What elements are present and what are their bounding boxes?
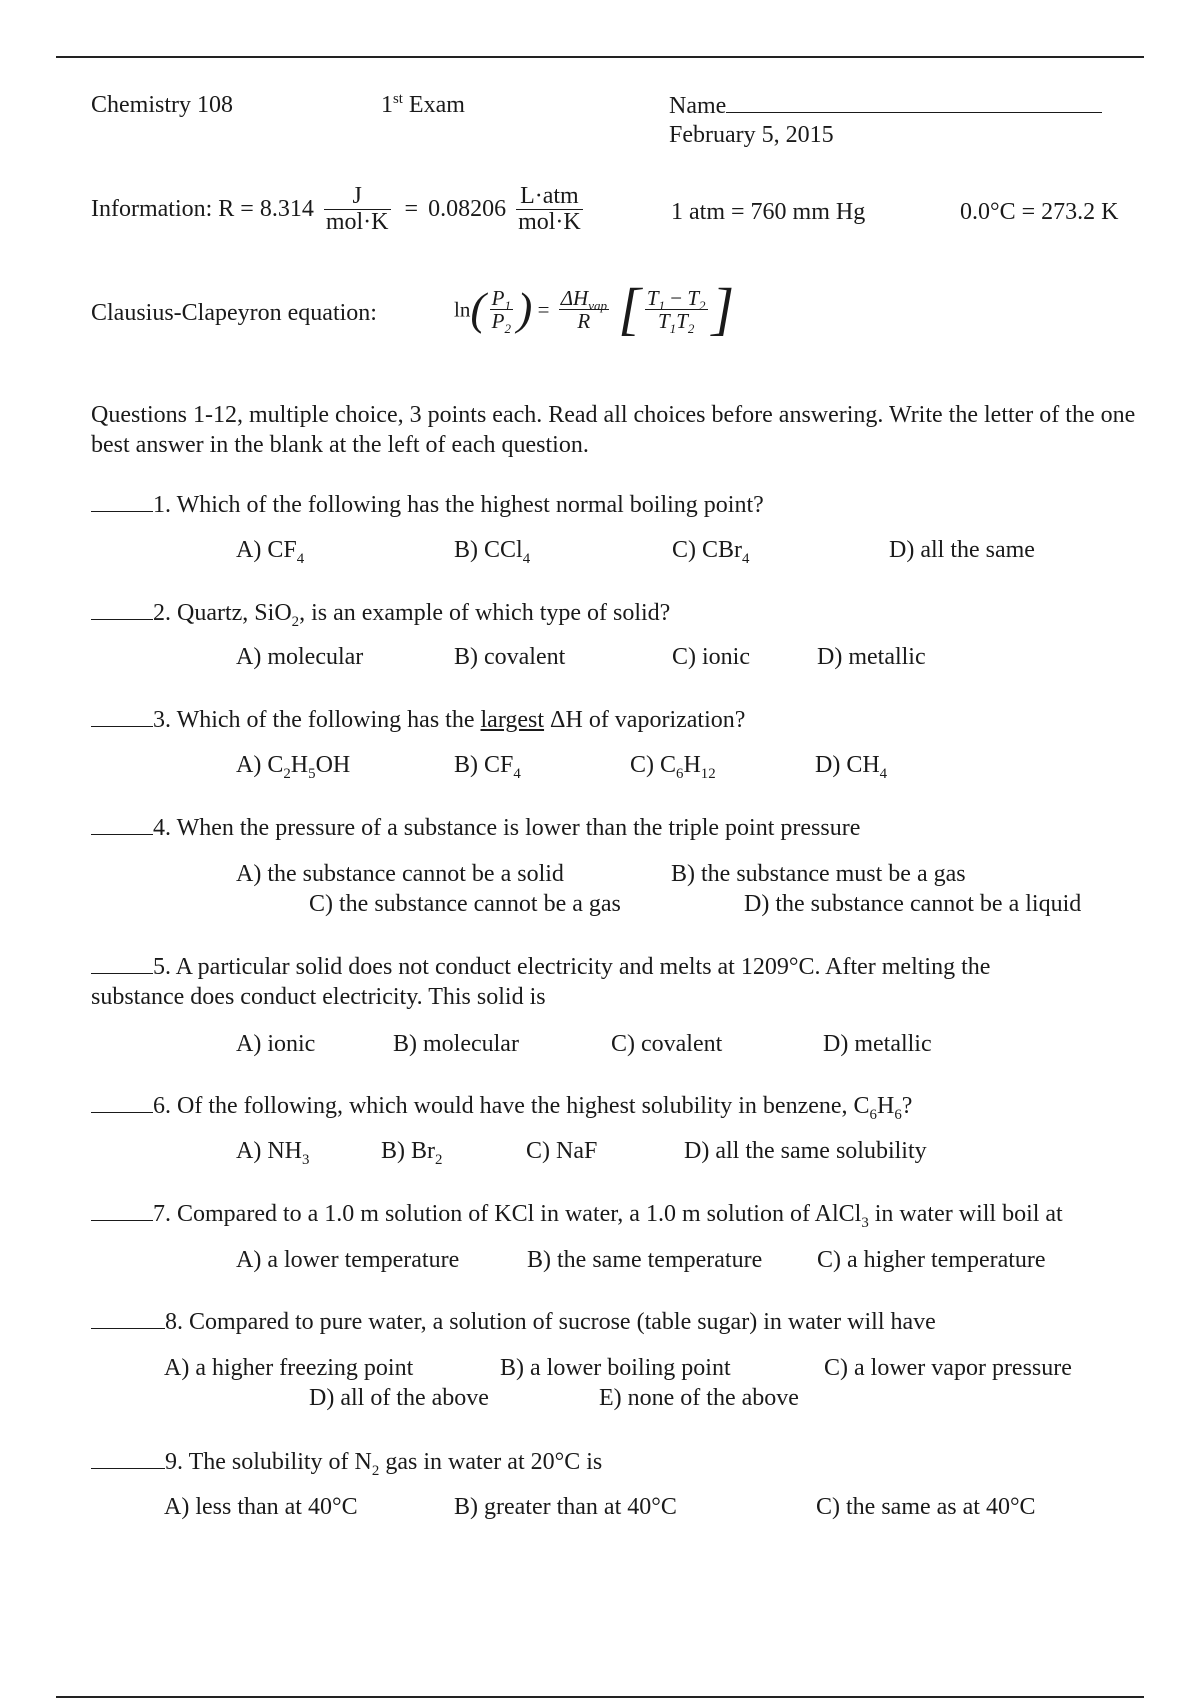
answer-blank-3[interactable]	[91, 708, 153, 727]
q4-choice-a: A) the substance cannot be a solid	[236, 861, 564, 887]
q9-choice-b: B) greater than at 40°C	[454, 1494, 677, 1520]
q8-choice-e: E) none of the above	[599, 1385, 799, 1411]
q8-choice-b: B) a lower boiling point	[500, 1355, 731, 1381]
right-bracket: ]	[711, 276, 735, 341]
question-7-text: 7. Compared to a 1.0 m solution of KCl in water, a 1.0 m solution of AlCl$_3$ in water will boil at	[153, 1201, 1063, 1231]
name-field[interactable]	[669, 92, 1102, 121]
question-5-text-line2: substance does conduct electricity. This solid is	[91, 984, 546, 1010]
answer-blank-4[interactable]	[91, 816, 153, 835]
info-equals: =	[404, 195, 419, 222]
q6-choice-c: C) NaF	[526, 1138, 598, 1164]
name-blank[interactable]	[726, 92, 1102, 113]
atm-conversion: 1 atm = 760 mm Hg	[671, 199, 866, 225]
q7-choice-a: A) a lower temperature	[236, 1247, 460, 1273]
question-1-text: 1. Which of the following has the highest normal boiling point?	[153, 492, 764, 518]
q1-choice-d: D) all the same	[889, 537, 1035, 563]
q3-choice-d: D) $CH_4$	[815, 752, 888, 782]
exam-label	[381, 92, 465, 120]
question-3	[91, 707, 745, 735]
exam-ordinal: st	[393, 91, 403, 107]
answer-blank-5[interactable]	[91, 955, 153, 974]
frac1-denominator: mol·K	[325, 209, 389, 236]
instructions: Questions 1-12, multiple choice, 3 points each. Read all choices before answering. Write the letter of the one best answer in the blank at the left of each question.	[91, 402, 1136, 458]
q5-choice-c: C) covalent	[611, 1031, 723, 1057]
q8-choice-a: A) a higher freezing point	[164, 1355, 414, 1381]
q8-choice-d: D) all of the above	[309, 1385, 489, 1411]
q5-choice-d: D) metallic	[823, 1031, 932, 1057]
q8-choice-c: C) a lower vapor pressure	[824, 1355, 1072, 1381]
q3-choice-c: C) $C_6H_{12}$	[630, 752, 716, 782]
question-8-text: 8. Compared to pure water, a solution of sucrose (table sugar) in water will have	[165, 1309, 936, 1335]
q5-choice-a: A) ionic	[236, 1031, 316, 1057]
gas-constant-r: R	[577, 308, 591, 333]
information-line	[91, 184, 587, 235]
q7-choice-b: B) the same temperature	[527, 1247, 763, 1273]
answer-blank-2[interactable]	[91, 601, 153, 620]
q6-choice-a: A) $NH_3$	[236, 1138, 310, 1168]
t1-minus-t2: $T_1 - T_2$	[646, 285, 706, 313]
info-value2: 0.08206	[428, 195, 507, 222]
name-label: Name	[669, 93, 727, 119]
q6-choice-d: D) all the same solubility	[684, 1138, 927, 1164]
clausius-equals: =	[537, 297, 550, 322]
q3-choice-b: B) $CF_4$	[454, 752, 521, 782]
question-2	[91, 600, 670, 628]
q4-choice-d: D) the substance cannot be a liquid	[744, 891, 1082, 917]
q1-choice-a: A) $CF_4$	[236, 537, 305, 567]
bottom-rule	[56, 1696, 1144, 1698]
fraction-j-per-molk	[324, 184, 391, 235]
left-bracket: [	[618, 276, 641, 341]
question-9-text: 9. The solubility of $N_2$ gas in water at 20°C is	[165, 1449, 603, 1479]
enthalpy-ratio	[559, 287, 609, 332]
q2-choice-d: D) metallic	[817, 644, 926, 670]
question-4-text: 4. When the pressure of a substance is lower than the triple point pressure	[153, 815, 861, 841]
frac2-denominator: mol·K	[518, 209, 581, 236]
question-7	[91, 1201, 1063, 1229]
q6-choice-b: B) $Br_2$	[381, 1138, 443, 1168]
question-5	[91, 954, 990, 982]
frac2-numerator: L·atm	[516, 184, 583, 210]
course-title: Chemistry 108	[91, 92, 233, 118]
question-5-text-line1: 5. A particular solid does not conduct electricity and melts at 1209°C. After melting the	[153, 954, 991, 980]
question-4	[91, 815, 860, 843]
p2: $P_2$	[491, 308, 512, 337]
clausius-label: Clausius-Clapeyron equation:	[91, 300, 377, 326]
q3-choice-a: A) $C_2H_5OH$	[236, 752, 351, 782]
info-label: Information: R = 8.314	[91, 195, 314, 222]
exam-date: February 5, 2015	[669, 122, 834, 148]
clausius-equation	[454, 276, 734, 343]
question-6-text: 6. Of the following, which would have the highest solubility in benzene, $C_6H_6$?	[153, 1093, 913, 1123]
frac1-numerator: J	[324, 184, 391, 210]
left-paren: (	[470, 282, 486, 334]
q1-choice-b: B) CCl$_4$	[454, 537, 531, 567]
answer-blank-1[interactable]	[91, 493, 153, 512]
pressure-ratio	[490, 285, 513, 337]
q2-choice-b: B) covalent	[454, 644, 566, 670]
q2-choice-c: C) ionic	[672, 644, 750, 670]
question-9	[91, 1449, 602, 1477]
question-6	[91, 1093, 912, 1121]
q9-choice-a: A) less than at 40°C	[164, 1494, 358, 1520]
answer-blank-7[interactable]	[91, 1202, 153, 1221]
exam-number: 1	[381, 92, 393, 118]
question-3-text: 3. Which of the following has the largest ΔH of vaporization?	[153, 707, 746, 733]
question-1	[91, 492, 764, 520]
q2-choice-a: A) molecular	[236, 644, 364, 670]
q4-choice-c: C) the substance cannot be a gas	[309, 891, 621, 917]
p1: $P_1$	[491, 285, 512, 313]
answer-blank-9[interactable]	[91, 1450, 165, 1469]
answer-blank-8[interactable]	[91, 1310, 165, 1329]
q5-choice-b: B) molecular	[393, 1031, 519, 1057]
delta-h-vap: $\Delta H_{vap}$	[560, 285, 607, 313]
question-2-text: 2. Quartz, SiO$_2$, is an example of which type of solid?	[153, 600, 671, 630]
top-rule	[56, 56, 1144, 58]
fraction-latm-per-molk	[516, 184, 583, 235]
kelvin-conversion: 0.0°C = 273.2 K	[960, 199, 1119, 225]
q9-choice-c: C) the same as at 40°C	[816, 1494, 1036, 1520]
q1-choice-c: C) CBr$_4$	[672, 537, 750, 567]
right-paren: )	[517, 282, 533, 334]
ln-symbol: ln	[454, 297, 471, 322]
question-8	[91, 1309, 936, 1337]
temperature-ratio	[645, 285, 708, 337]
exam-word: Exam	[402, 92, 465, 118]
q4-choice-b: B) the substance must be a gas	[671, 861, 966, 887]
answer-blank-6[interactable]	[91, 1094, 153, 1113]
t1-t2-product: $T_1T_2$	[657, 308, 695, 337]
q7-choice-c: C) a higher temperature	[817, 1247, 1046, 1273]
